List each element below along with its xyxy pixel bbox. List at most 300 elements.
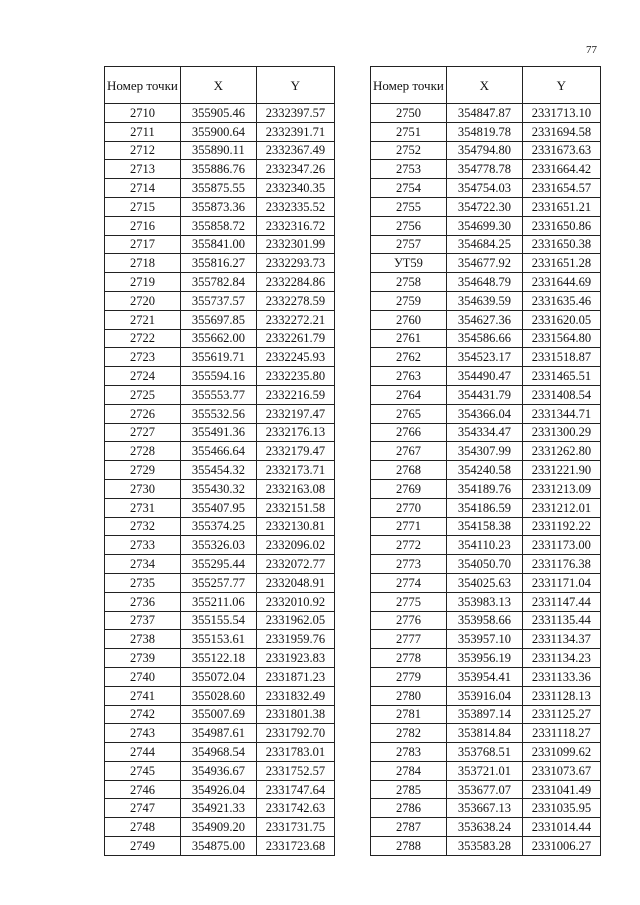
- cell-y: 2331650.86: [522, 216, 600, 235]
- cell-x: 355122.18: [180, 649, 256, 668]
- table-row: [105, 197, 335, 216]
- table-row: [105, 517, 335, 536]
- cell-x: 355841.00: [180, 235, 256, 254]
- cell-y: 2331344.71: [522, 404, 600, 423]
- cell-y: 2331832.49: [256, 686, 334, 705]
- table-row: [371, 197, 601, 216]
- cell-y: 2331673.63: [522, 141, 600, 160]
- cell-y: 2332272.21: [256, 310, 334, 329]
- cell-point-number: 2754: [371, 179, 447, 198]
- table-row: [371, 667, 601, 686]
- cell-x: 354158.38: [446, 517, 522, 536]
- cell-y: 2332391.71: [256, 122, 334, 141]
- table-row: [371, 104, 601, 123]
- cell-y: 2331742.63: [256, 799, 334, 818]
- cell-y: 2331747.64: [256, 780, 334, 799]
- cell-point-number: 2728: [105, 442, 181, 461]
- cell-x: 355007.69: [180, 705, 256, 724]
- cell-x: 355816.27: [180, 254, 256, 273]
- cell-x: 355326.03: [180, 536, 256, 555]
- cell-y: 2331133.36: [522, 667, 600, 686]
- cell-x: 354334.47: [446, 423, 522, 442]
- cell-x: 353638.24: [446, 818, 522, 837]
- cell-x: 355257.77: [180, 573, 256, 592]
- cell-point-number: 2753: [371, 160, 447, 179]
- cell-point-number: УТ59: [371, 254, 447, 273]
- cell-point-number: 2718: [105, 254, 181, 273]
- table-row: [371, 611, 601, 630]
- cell-y: 2331962.05: [256, 611, 334, 630]
- cell-point-number: 2777: [371, 630, 447, 649]
- cell-x: 355905.46: [180, 104, 256, 123]
- cell-y: 2332163.08: [256, 479, 334, 498]
- cell-y: 2332048.91: [256, 573, 334, 592]
- cell-point-number: 2751: [371, 122, 447, 141]
- cell-x: 355211.06: [180, 592, 256, 611]
- header-point-number: Номер точки: [371, 67, 447, 104]
- cell-y: 2331752.57: [256, 761, 334, 780]
- cell-x: 354189.76: [446, 479, 522, 498]
- cell-y: 2332173.71: [256, 461, 334, 480]
- cell-y: 2332340.35: [256, 179, 334, 198]
- cell-x: 353677.07: [446, 780, 522, 799]
- cell-y: 2331041.49: [522, 780, 600, 799]
- cell-x: 355466.64: [180, 442, 256, 461]
- cell-y: 2331792.70: [256, 724, 334, 743]
- cell-x: 353957.10: [446, 630, 522, 649]
- cell-x: 354968.54: [180, 743, 256, 762]
- table-row: [105, 235, 335, 254]
- cell-x: 355662.00: [180, 329, 256, 348]
- cell-x: 354754.03: [446, 179, 522, 198]
- table-row: [371, 724, 601, 743]
- cell-y: 2332235.80: [256, 367, 334, 386]
- table-row: [371, 367, 601, 386]
- cell-x: 355858.72: [180, 216, 256, 235]
- table-row: [105, 498, 335, 517]
- cell-point-number: 2772: [371, 536, 447, 555]
- cell-point-number: 2729: [105, 461, 181, 480]
- table-row: [105, 555, 335, 574]
- cell-point-number: 2719: [105, 273, 181, 292]
- table-row: [105, 404, 335, 423]
- cell-y: 2331173.00: [522, 536, 600, 555]
- cell-y: 2331635.46: [522, 291, 600, 310]
- cell-point-number: 2788: [371, 837, 447, 856]
- cell-x: 355737.57: [180, 291, 256, 310]
- cell-point-number: 2785: [371, 780, 447, 799]
- cell-x: 355153.61: [180, 630, 256, 649]
- cell-y: 2331135.44: [522, 611, 600, 630]
- cell-point-number: 2760: [371, 310, 447, 329]
- table-row: [371, 780, 601, 799]
- cell-x: 354819.78: [446, 122, 522, 141]
- cell-x: 354684.25: [446, 235, 522, 254]
- cell-x: 355454.32: [180, 461, 256, 480]
- cell-x: 354778.78: [446, 160, 522, 179]
- cell-x: 355782.84: [180, 273, 256, 292]
- cell-x: 354909.20: [180, 818, 256, 837]
- table-row: [105, 649, 335, 668]
- table-row: [371, 649, 601, 668]
- cell-y: 2331262.80: [522, 442, 600, 461]
- cell-point-number: 2782: [371, 724, 447, 743]
- table-row: [105, 423, 335, 442]
- cell-y: 2331192.22: [522, 517, 600, 536]
- cell-x: 353768.51: [446, 743, 522, 762]
- table-row: [371, 479, 601, 498]
- cell-x: 355072.04: [180, 667, 256, 686]
- cell-x: 355374.25: [180, 517, 256, 536]
- table-row: [105, 743, 335, 762]
- table-row: [105, 611, 335, 630]
- cell-point-number: 2743: [105, 724, 181, 743]
- cell-x: 353897.14: [446, 705, 522, 724]
- cell-point-number: 2766: [371, 423, 447, 442]
- cell-y: 2331134.23: [522, 649, 600, 668]
- table-row: [105, 273, 335, 292]
- cell-point-number: 2716: [105, 216, 181, 235]
- cell-x: 354523.17: [446, 348, 522, 367]
- cell-x: 355532.56: [180, 404, 256, 423]
- table-row: [105, 592, 335, 611]
- cell-point-number: 2725: [105, 385, 181, 404]
- table-row: [105, 329, 335, 348]
- cell-y: 2331006.27: [522, 837, 600, 856]
- cell-point-number: 2744: [105, 743, 181, 762]
- cell-x: 355491.36: [180, 423, 256, 442]
- cell-x: 354926.04: [180, 780, 256, 799]
- cell-point-number: 2712: [105, 141, 181, 160]
- cell-point-number: 2732: [105, 517, 181, 536]
- table-row: [105, 160, 335, 179]
- cell-y: 2331014.44: [522, 818, 600, 837]
- cell-point-number: 2784: [371, 761, 447, 780]
- cell-x: 355028.60: [180, 686, 256, 705]
- cell-x: 354987.61: [180, 724, 256, 743]
- cell-point-number: 2771: [371, 517, 447, 536]
- cell-point-number: 2734: [105, 555, 181, 574]
- cell-y: 2332216.59: [256, 385, 334, 404]
- table-row: [105, 837, 335, 856]
- cell-y: 2331664.42: [522, 160, 600, 179]
- cell-point-number: 2723: [105, 348, 181, 367]
- cell-point-number: 2764: [371, 385, 447, 404]
- table-row: [371, 837, 601, 856]
- table-row: [371, 761, 601, 780]
- cell-point-number: 2787: [371, 818, 447, 837]
- cell-point-number: 2780: [371, 686, 447, 705]
- cell-x: 355553.77: [180, 385, 256, 404]
- cell-x: 355873.36: [180, 197, 256, 216]
- cell-y: 2331213.09: [522, 479, 600, 498]
- header-point-number: Номер точки: [105, 67, 181, 104]
- table-header-row: [371, 67, 601, 104]
- table-row: [105, 104, 335, 123]
- cell-y: 2332176.13: [256, 423, 334, 442]
- table-row: [105, 141, 335, 160]
- cell-x: 353958.66: [446, 611, 522, 630]
- cell-point-number: 2748: [105, 818, 181, 837]
- table-row: [371, 743, 601, 762]
- cell-point-number: 2775: [371, 592, 447, 611]
- table-row: [371, 235, 601, 254]
- cell-x: 354627.36: [446, 310, 522, 329]
- table-row: [371, 329, 601, 348]
- header-y: Y: [522, 67, 600, 104]
- cell-y: 2332367.49: [256, 141, 334, 160]
- cell-y: 2332072.77: [256, 555, 334, 574]
- table-row: [105, 705, 335, 724]
- table-row: [105, 310, 335, 329]
- cell-point-number: 2770: [371, 498, 447, 517]
- cell-point-number: 2776: [371, 611, 447, 630]
- cell-point-number: 2750: [371, 104, 447, 123]
- table-row: [371, 348, 601, 367]
- table-row: [105, 291, 335, 310]
- cell-x: 354025.63: [446, 573, 522, 592]
- table-row: [371, 404, 601, 423]
- cell-y: 2332347.26: [256, 160, 334, 179]
- table-row: [105, 724, 335, 743]
- cell-x: 354639.59: [446, 291, 522, 310]
- cell-point-number: 2742: [105, 705, 181, 724]
- cell-y: 2331518.87: [522, 348, 600, 367]
- table-row: [371, 254, 601, 273]
- cell-x: 354699.30: [446, 216, 522, 235]
- cell-x: 354431.79: [446, 385, 522, 404]
- cell-y: 2331801.38: [256, 705, 334, 724]
- table-row: [371, 141, 601, 160]
- cell-y: 2331221.90: [522, 461, 600, 480]
- table-row: [105, 442, 335, 461]
- cell-y: 2331171.04: [522, 573, 600, 592]
- table-row: [371, 385, 601, 404]
- cell-y: 2331128.13: [522, 686, 600, 705]
- table-row: [371, 517, 601, 536]
- table-row: [371, 573, 601, 592]
- cell-y: 2331644.69: [522, 273, 600, 292]
- cell-point-number: 2735: [105, 573, 181, 592]
- table-row: [371, 818, 601, 837]
- cell-y: 2331176.38: [522, 555, 600, 574]
- cell-point-number: 2752: [371, 141, 447, 160]
- table-row: [371, 705, 601, 724]
- cell-point-number: 2727: [105, 423, 181, 442]
- cell-y: 2332261.79: [256, 329, 334, 348]
- cell-point-number: 2765: [371, 404, 447, 423]
- cell-x: 355619.71: [180, 348, 256, 367]
- cell-x: 353667.13: [446, 799, 522, 818]
- coordinates-table-left: [104, 66, 335, 856]
- cell-x: 355697.85: [180, 310, 256, 329]
- table-row: [105, 385, 335, 404]
- cell-x: 355890.11: [180, 141, 256, 160]
- table-body-left: [105, 104, 335, 856]
- table-row: [105, 122, 335, 141]
- cell-point-number: 2773: [371, 555, 447, 574]
- cell-y: 2332130.81: [256, 517, 334, 536]
- cell-y: 2332397.57: [256, 104, 334, 123]
- table-body-right: [371, 104, 601, 856]
- cell-point-number: 2778: [371, 649, 447, 668]
- cell-point-number: 2768: [371, 461, 447, 480]
- cell-y: 2331073.67: [522, 761, 600, 780]
- cell-y: 2331650.38: [522, 235, 600, 254]
- table-row: [105, 348, 335, 367]
- table-row: [371, 442, 601, 461]
- cell-point-number: 2747: [105, 799, 181, 818]
- cell-point-number: 2761: [371, 329, 447, 348]
- table-row: [105, 367, 335, 386]
- cell-y: 2331620.05: [522, 310, 600, 329]
- cell-y: 2331713.10: [522, 104, 600, 123]
- table-row: [105, 536, 335, 555]
- cell-point-number: 2722: [105, 329, 181, 348]
- header-x: X: [446, 67, 522, 104]
- table-row: [371, 498, 601, 517]
- cell-y: 2332179.47: [256, 442, 334, 461]
- cell-point-number: 2781: [371, 705, 447, 724]
- cell-x: 353956.19: [446, 649, 522, 668]
- cell-point-number: 2738: [105, 630, 181, 649]
- cell-x: 354186.59: [446, 498, 522, 517]
- cell-x: 354240.58: [446, 461, 522, 480]
- cell-y: 2332197.47: [256, 404, 334, 423]
- cell-point-number: 2713: [105, 160, 181, 179]
- table-row: [371, 216, 601, 235]
- cell-y: 2332301.99: [256, 235, 334, 254]
- cell-point-number: 2730: [105, 479, 181, 498]
- cell-y: 2331408.54: [522, 385, 600, 404]
- cell-x: 353814.84: [446, 724, 522, 743]
- header-x: X: [180, 67, 256, 104]
- cell-point-number: 2717: [105, 235, 181, 254]
- cell-y: 2331465.51: [522, 367, 600, 386]
- page-number: 77: [586, 44, 597, 56]
- cell-point-number: 2726: [105, 404, 181, 423]
- table-row: [371, 630, 601, 649]
- table-row: [105, 479, 335, 498]
- cell-y: 2332284.86: [256, 273, 334, 292]
- cell-point-number: 2783: [371, 743, 447, 762]
- cell-y: 2332010.92: [256, 592, 334, 611]
- cell-x: 354366.04: [446, 404, 522, 423]
- cell-point-number: 2749: [105, 837, 181, 856]
- cell-x: 353721.01: [446, 761, 522, 780]
- table-row: [105, 780, 335, 799]
- cell-y: 2331723.68: [256, 837, 334, 856]
- cell-point-number: 2733: [105, 536, 181, 555]
- header-y: Y: [256, 67, 334, 104]
- cell-point-number: 2779: [371, 667, 447, 686]
- cell-x: 353916.04: [446, 686, 522, 705]
- cell-point-number: 2786: [371, 799, 447, 818]
- cell-x: 353954.41: [446, 667, 522, 686]
- cell-x: 354794.80: [446, 141, 522, 160]
- cell-y: 2331783.01: [256, 743, 334, 762]
- table-row: [371, 686, 601, 705]
- cell-y: 2332096.02: [256, 536, 334, 555]
- cell-point-number: 2715: [105, 197, 181, 216]
- cell-point-number: 2755: [371, 197, 447, 216]
- table-row: [371, 799, 601, 818]
- table-row: [105, 630, 335, 649]
- cell-y: 2332245.93: [256, 348, 334, 367]
- cell-point-number: 2740: [105, 667, 181, 686]
- table-row: [371, 555, 601, 574]
- cell-x: 354677.92: [446, 254, 522, 273]
- table-row: [105, 216, 335, 235]
- cell-y: 2331651.21: [522, 197, 600, 216]
- cell-point-number: 2724: [105, 367, 181, 386]
- table-row: [371, 179, 601, 198]
- table-row: [105, 686, 335, 705]
- cell-y: 2331134.37: [522, 630, 600, 649]
- cell-x: 354847.87: [446, 104, 522, 123]
- table-header-row: [105, 67, 335, 104]
- cell-point-number: 2741: [105, 686, 181, 705]
- cell-y: 2331923.83: [256, 649, 334, 668]
- cell-x: 355430.32: [180, 479, 256, 498]
- cell-y: 2332151.58: [256, 498, 334, 517]
- cell-x: 354936.67: [180, 761, 256, 780]
- cell-y: 2331300.29: [522, 423, 600, 442]
- cell-x: 354921.33: [180, 799, 256, 818]
- cell-point-number: 2763: [371, 367, 447, 386]
- cell-y: 2331959.76: [256, 630, 334, 649]
- cell-x: 354307.99: [446, 442, 522, 461]
- cell-point-number: 2746: [105, 780, 181, 799]
- cell-x: 354586.66: [446, 329, 522, 348]
- cell-x: 355295.44: [180, 555, 256, 574]
- cell-y: 2332293.73: [256, 254, 334, 273]
- cell-x: 354110.23: [446, 536, 522, 555]
- cell-x: 355407.95: [180, 498, 256, 517]
- cell-point-number: 2739: [105, 649, 181, 668]
- cell-x: 354050.70: [446, 555, 522, 574]
- cell-x: 355594.16: [180, 367, 256, 386]
- table-row: [105, 761, 335, 780]
- cell-x: 354722.30: [446, 197, 522, 216]
- cell-x: 353583.28: [446, 837, 522, 856]
- cell-point-number: 2710: [105, 104, 181, 123]
- cell-point-number: 2762: [371, 348, 447, 367]
- cell-y: 2331099.62: [522, 743, 600, 762]
- cell-y: 2331731.75: [256, 818, 334, 837]
- table-row: [371, 423, 601, 442]
- cell-x: 355886.76: [180, 160, 256, 179]
- cell-y: 2332278.59: [256, 291, 334, 310]
- cell-point-number: 2759: [371, 291, 447, 310]
- cell-point-number: 2767: [371, 442, 447, 461]
- cell-point-number: 2737: [105, 611, 181, 630]
- table-row: [371, 461, 601, 480]
- table-row: [105, 818, 335, 837]
- cell-point-number: 2758: [371, 273, 447, 292]
- cell-x: 355875.55: [180, 179, 256, 198]
- cell-y: 2331035.95: [522, 799, 600, 818]
- table-row: [105, 461, 335, 480]
- table-row: [371, 592, 601, 611]
- cell-point-number: 2721: [105, 310, 181, 329]
- table-row: [371, 291, 601, 310]
- cell-point-number: 2769: [371, 479, 447, 498]
- cell-x: 354648.79: [446, 273, 522, 292]
- cell-point-number: 2756: [371, 216, 447, 235]
- cell-point-number: 2711: [105, 122, 181, 141]
- cell-point-number: 2774: [371, 573, 447, 592]
